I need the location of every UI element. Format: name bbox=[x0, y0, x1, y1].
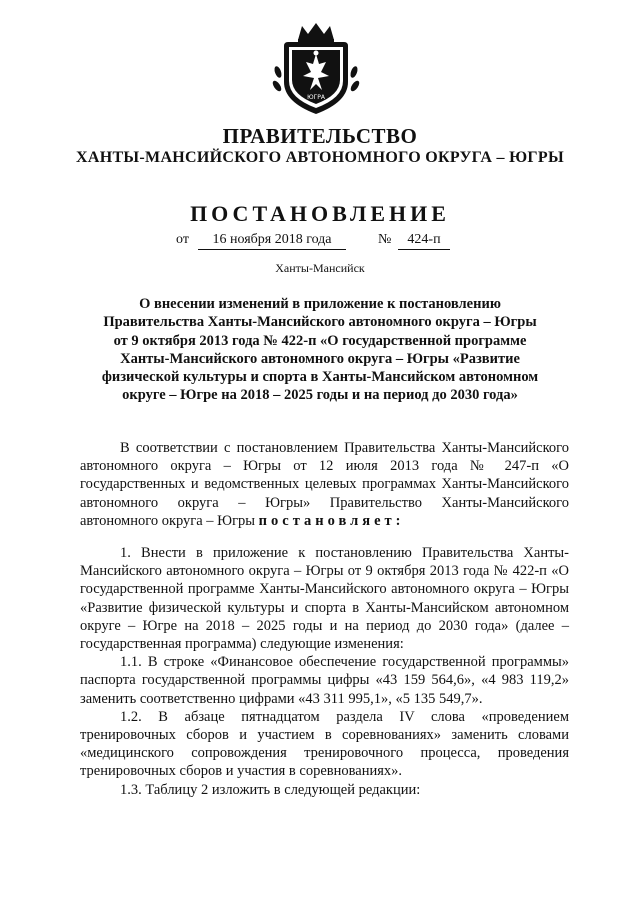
item-1: 1. Внести в приложение к постановлению Правительства Ханты-Мансийского автономного округа – Югры от 9 октября 2013 года № 422-п «О государственной программе Ханты-Мансийского автономного округа – Югры «Развитие физической культуры и спорта в Ханты-Мансийском автономном округе – Югре на 2018 – 2025 годы и на период до 2030 года» (далее – государственная программа) следующие изменения: bbox=[80, 545, 569, 653]
item-1-3: 1.3. Таблицу 2 изложить в следующей редакции: bbox=[120, 781, 421, 798]
item-1-2: 1.2. В абзаце пятнадцатом раздела IV слова «проведением тренировочных сборов и участием в соревнованиях» заменить словами «медицинского сопровождения тренировочного процесса, проведения тренировочных сборов и участия в соревнованиях». bbox=[80, 708, 569, 780]
coat-of-arms-emblem bbox=[270, 20, 362, 118]
emblem-text: ЮГРА bbox=[307, 94, 325, 101]
document-date: 16 ноября 2018 года bbox=[198, 232, 346, 250]
document-number: 424-п bbox=[398, 232, 450, 250]
date-number-line bbox=[170, 232, 470, 252]
item-1-1: 1.1. В строке «Финансовое обеспечение государственной программы» паспорта государственной программы цифры «43 159 564,6», «4 983 119,2» заменить соответственно цифрами «43 311 995,1», «5 135 549,7». bbox=[80, 654, 569, 707]
city-name: Ханты-Мансийск bbox=[275, 261, 365, 275]
document-heading: О внесении изменений в приложение к постановлению Правительства Ханты-Мансийского автономного округа – Югры от 9 октября 2013 года № 422-п «О государственной программе Ханты-Мансийского автономного округа – Югры «Развитие физической культуры и спорта в Ханты-Мансийском автономном округе – Югре на 2018 – 2025 годы и на период до 2030 года» bbox=[101, 296, 539, 404]
document-type: ПОСТАНОВЛЕНИЕ bbox=[190, 201, 450, 226]
region-title: ХАНТЫ-МАНСИЙСКОГО АВТОНОМНОГО ОКРУГА – ЮГРЫ bbox=[75, 149, 564, 166]
date-prefix: от bbox=[176, 232, 189, 247]
crown-icon bbox=[298, 23, 334, 43]
amendments-block bbox=[80, 544, 569, 799]
decree-word: постановляет: bbox=[258, 512, 405, 529]
government-title: ПРАВИТЕЛЬСТВО bbox=[222, 124, 418, 148]
number-prefix: № bbox=[378, 232, 392, 247]
intro-paragraph bbox=[80, 439, 569, 530]
intro-text: В соответствии с постановлением Правительства Ханты-Мансийского автономного округа – Югры от 12 июля 2013 года № 247-п «О государственных и ведомственных целевых программах Ханты-Мансийского автономного округа – Югры» Правительство Ханты-Мансийского автономного округа – Югры bbox=[80, 440, 569, 529]
